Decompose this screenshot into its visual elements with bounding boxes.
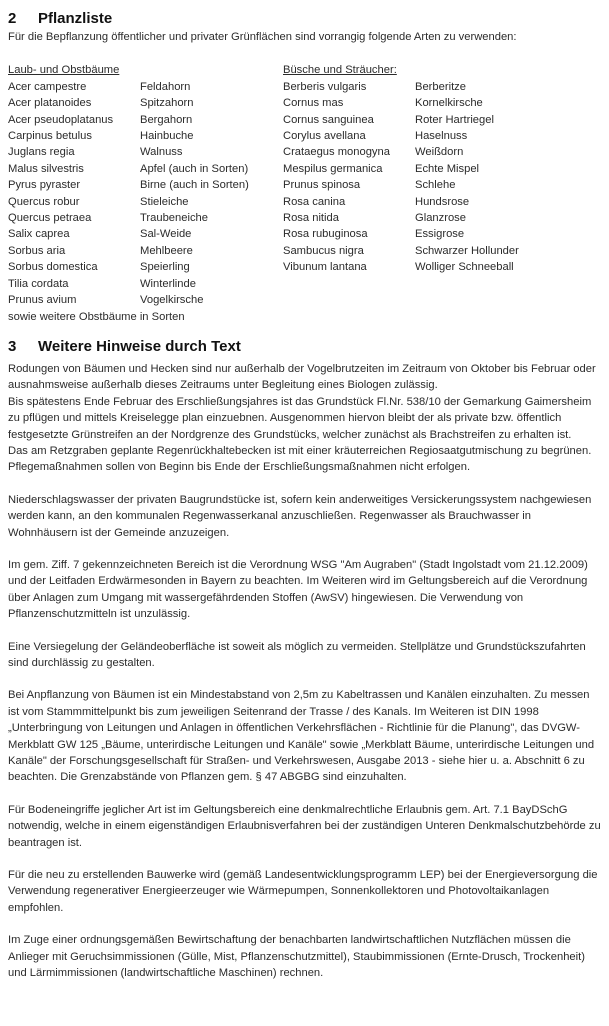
- shrub-list-heading: Büsche und Sträucher:: [283, 64, 397, 77]
- plant-row: [8, 194, 283, 210]
- plant-row: [8, 210, 283, 226]
- latin-name: Juglans regia: [8, 146, 75, 159]
- latin-name: Tilia cordata: [8, 277, 69, 290]
- plant-lists: [8, 62, 601, 325]
- plant-row: [283, 194, 558, 210]
- plant-row: [8, 112, 283, 128]
- german-name: Mehlbeere: [140, 244, 193, 257]
- german-name: Glanzrose: [415, 212, 466, 225]
- german-name: Roter Hartriegel: [415, 113, 494, 126]
- plant-row: [8, 177, 283, 193]
- plant-row: [283, 95, 558, 111]
- german-name: Stieleiche: [140, 195, 189, 208]
- german-name: Apfel (auch in Sorten): [140, 162, 249, 175]
- latin-name: Carpinus betulus: [8, 130, 92, 143]
- section-2-heading: [8, 0, 601, 29]
- plant-row: [283, 79, 558, 95]
- section-number: 3: [8, 337, 17, 355]
- plant-row: [283, 144, 558, 160]
- latin-name: Sambucus nigra: [283, 244, 364, 257]
- german-name: Kornelkirsche: [415, 97, 483, 110]
- note-paragraph: Das am Retzgraben geplante Regenrückhaltebecken ist mit einer kräuterreichen Regiosaatgutmischung zu begrünen. Pflegemaßnahmen sollen von Beginn bis Ende der Erschließungsmaßnahmen nicht erfolgen.: [8, 444, 592, 474]
- german-name: Weißdorn: [415, 146, 464, 159]
- latin-name: Mespilus germanica: [283, 162, 383, 175]
- latin-name: Malus silvestris: [8, 162, 84, 175]
- latin-name: Berberis vulgaris: [283, 80, 367, 93]
- latin-name: Prunus spinosa: [283, 179, 361, 192]
- german-name: Spitzahorn: [140, 97, 194, 110]
- plant-row: [8, 95, 283, 111]
- note-paragraph: Im Zuge einer ordnungsgemäßen Bewirtschaftung der benachbarten landwirtschaftlichen Nutzflächen müssen die Anlieger mit Geruchsimmissionen (Gülle, Mist, Pflanzenschutzmittel), Staubimmissionen (Ernte-Drusch, Trockenheit) und Lärmimmissionen (landwirtschaftliche Maschinen) rechnen.: [8, 934, 585, 980]
- latin-name: Acer platanoides: [8, 97, 92, 110]
- latin-name: Rosa canina: [283, 195, 346, 208]
- german-name: Birne (auch in Sorten): [140, 179, 249, 192]
- section-title: Weitere Hinweise durch Text: [38, 337, 241, 355]
- german-name: Haselnuss: [415, 130, 468, 143]
- note-paragraph: Für die neu zu erstellenden Bauwerke wird (gemäß Landesentwicklungsprogramm LEP) bei der Energieversorgung die Verwendung regenerativer Energieerzeuger wie Wärmepumpen, Sonnenkollektoren und Photovoltaikanlagen empfohlen.: [8, 869, 598, 914]
- notes-body: [8, 361, 601, 982]
- plant-list-intro: Für die Bepflanzung öffentlicher und privater Grünflächen sind vorrangig folgende Arten zu verwenden:: [8, 31, 517, 43]
- german-name: Schwarzer Hollunder: [415, 244, 519, 257]
- plant-row: [283, 259, 558, 275]
- latin-name: Rosa rubuginosa: [283, 228, 368, 241]
- note-paragraph: Bis spätestens Ende Februar des Erschließungsjahres ist das Grundstück Fl.Nr. 538/10 der Gemarkung Gaimersheim zu pflügen und mittels Kreiselegge plan einzuebnen. Ausgenommen hiervon bleibt der als private bzw. öffentlich festgesetzte Grünstreifen an der Nordgrenze des Grundstücks, welcher zunächst als Brachstreifen zu erhalten ist.: [8, 395, 592, 441]
- plant-row: [283, 177, 558, 193]
- plant-row: [8, 128, 283, 144]
- tree-list-footer: sowie weitere Obstbäume in Sorten: [8, 310, 185, 323]
- section-title: Pflanzliste: [38, 10, 113, 27]
- german-name: Vogelkirsche: [140, 294, 204, 307]
- plant-row: [8, 292, 283, 308]
- plant-row: [8, 79, 283, 95]
- german-name: Wolliger Schneeball: [415, 261, 514, 274]
- german-name: Hainbuche: [140, 130, 194, 143]
- plant-row: [283, 128, 558, 144]
- plant-row: [8, 276, 283, 292]
- latin-name: Quercus robur: [8, 195, 80, 208]
- latin-name: Acer campestre: [8, 80, 87, 93]
- plant-row: [8, 243, 283, 259]
- plant-row: [8, 161, 283, 177]
- latin-name: Salix caprea: [8, 228, 70, 241]
- latin-name: Acer pseudoplatanus: [8, 113, 114, 126]
- tree-list-heading: Laub- und Obstbäume: [8, 64, 120, 77]
- german-name: Hundsrose: [415, 195, 470, 208]
- plant-row: [8, 226, 283, 242]
- plant-row: [8, 144, 283, 160]
- plant-row: [283, 161, 558, 177]
- german-name: Schlehe: [415, 179, 456, 192]
- german-name: Winterlinde: [140, 277, 196, 290]
- note-paragraph: Niederschlagswasser der privaten Baugrundstücke ist, sofern kein anderweitiges Versickerungssystem nachgewiesen werden kann, an den kommunalen Regenwasserkanal anzuschließen. Regenwasser als Brauchwasser in Wohnhäusern ist der Gemeinde anzuzeigen.: [8, 493, 592, 539]
- german-name: Feldahorn: [140, 80, 191, 93]
- note-paragraph: Rodungen von Bäumen und Hecken sind nur außerhalb der Vogelbrutzeiten im Zeitraum von Oktober bis Februar oder ausnahmsweise außerhalb dieses Zeitraums unter Begleitung eines Biologen zulässig.: [8, 362, 596, 392]
- plant-row: [283, 112, 558, 128]
- german-name: Essigrose: [415, 228, 465, 241]
- latin-name: Cornus mas: [283, 97, 344, 110]
- plant-row: [283, 243, 558, 259]
- latin-name: Corylus avellana: [283, 130, 366, 143]
- latin-name: Crataegus monogyna: [283, 146, 390, 159]
- german-name: Echte Mispel: [415, 162, 480, 175]
- german-name: Berberitze: [415, 80, 466, 93]
- latin-name: Pyrus pyraster: [8, 179, 81, 192]
- note-paragraph: Eine Versiegelung der Geländeoberfläche ist soweit als möglich zu vermeiden. Stellplätze und Grundstückszufahrten sind durchlässig zu gestalten.: [8, 640, 586, 669]
- german-name: Walnuss: [140, 146, 183, 159]
- latin-name: Prunus avium: [8, 294, 77, 307]
- note-paragraph: Im gem. Ziff. 7 gekennzeichneten Bereich ist die Verordnung WSG "Am Augraben" (Stadt Ingolstadt vom 21.12.2009) und der Leitfaden Erdwärmesonden in Bayern zu beachten. Im Weiteren wird im Geltungsbereich auf die Verordnung über Anlagen zum Umgang mit wassergefährdenden Stoffen (AwSV) hingewiesen. Die Verwendung von Pflanzenschutzmitteln ist unzulässig.: [8, 558, 588, 621]
- plant-row: [283, 226, 558, 242]
- latin-name: Cornus sanguinea: [283, 113, 374, 126]
- shrub-list: [283, 62, 558, 325]
- note-paragraph: Bei Anpflanzung von Bäumen ist ein Mindestabstand von 2,5m zu Kabeltrassen und Kanälen einzuhalten. Zu messen ist vom Stammmittelpunkt bis zum jeweiligen Seitenrand der Trasse / des Kanals. Im Weiteren ist DIN 1998 „Unterbringung von Leitungen und Anlagen in öffentlichen Verkehrsflächen - Richtlinie für die Planung", das DVGW-Merkblatt GW 125 „Bäume, unterirdische Leitungen und Kanäle" sowie „Merkblatt Bäume, unterirdische Leitungen und Kanäle" der Forschungsgesellschaft für Straßen- und Verkehrswesen, Ausgabe 2013 - siehe hier u. a. Abschnitt 6 zu beachten. Die Grenzabstände von Pflanzen gem. § 47 ABGBG sind einzuhalten.: [8, 689, 595, 784]
- latin-name: Sorbus domestica: [8, 261, 98, 274]
- section-3-heading: [8, 337, 601, 357]
- latin-name: Sorbus aria: [8, 244, 66, 257]
- note-paragraph: Für Bodeneingriffe jeglicher Art ist im Geltungsbereich eine denkmalrechtliche Erlaubnis gem. Art. 7.1 BayDSchG notwendig, welche in einem eigenständigen Erlaubnisverfahren bei der zuständigen Unteren Denkmalschutzbehörde zu beantragen ist.: [8, 803, 601, 849]
- tree-list: [8, 62, 283, 325]
- german-name: Speierling: [140, 261, 190, 274]
- latin-name: Quercus petraea: [8, 212, 92, 225]
- german-name: Bergahorn: [140, 113, 193, 126]
- plant-row: [283, 210, 558, 226]
- latin-name: Rosa nitida: [283, 212, 339, 225]
- german-name: Traubeneiche: [140, 212, 208, 225]
- latin-name: Vibunum lantana: [283, 261, 367, 274]
- german-name: Sal-Weide: [140, 228, 192, 241]
- section-number: 2: [8, 10, 17, 27]
- plant-row: [8, 259, 283, 275]
